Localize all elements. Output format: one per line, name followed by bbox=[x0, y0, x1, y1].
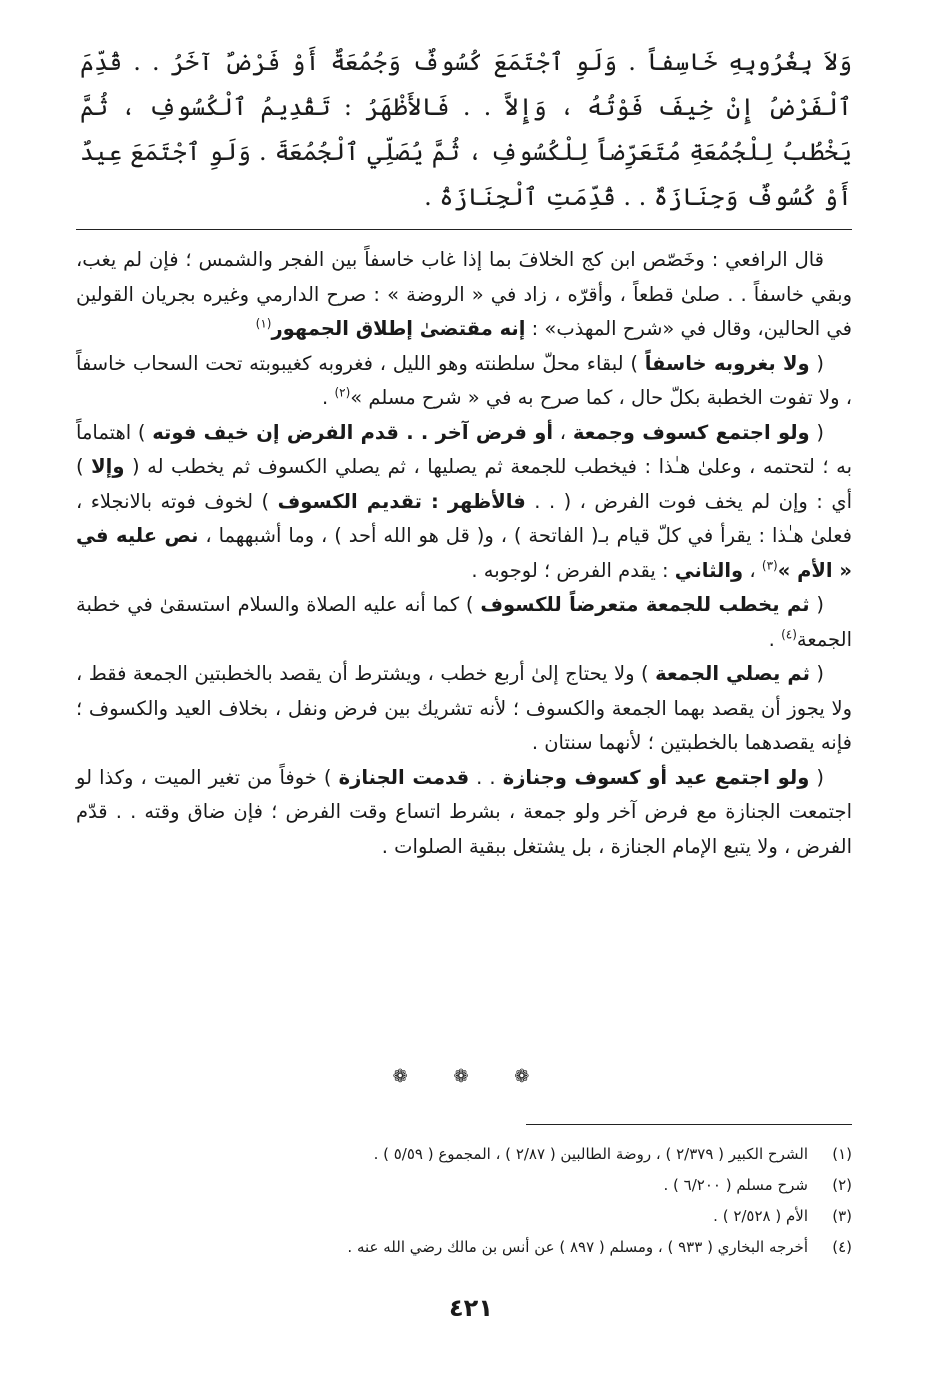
footnote-ref-1: (١) bbox=[255, 316, 272, 331]
footnote-number: (١) bbox=[832, 1145, 852, 1163]
page-number: ٤٢١ bbox=[449, 1294, 493, 1322]
bold-phrase: وإلا bbox=[91, 455, 125, 478]
bold-phrase: والثاني bbox=[674, 558, 744, 582]
bold-phrase: قدمت الجنازة bbox=[338, 765, 470, 789]
footnote-text: الأم ( ٢/٥٢٨ ) . bbox=[713, 1207, 808, 1225]
footnote-2 bbox=[180, 1170, 852, 1201]
commentary-paragraph-1: قال الرافعي : وخَصّص ابن كج الخلافَ بما إذا غاب خاسفاً بين الفجر والشمس ؛ فإن لم يغب، وبقي خاسفاً . . صلىٰ قطعاً ، وأقرّه ، زاد في « الروضة » : صرح الدارمي وغيره بجريان القولين في الحالين، وقال في «شرح المهذب» : إنه مقتضىٰ إطلاق الجمهور$^{(١)}$ bbox=[76, 248, 852, 340]
bold-phrase: ثم يخطب للجمعة متعرضاً للكسوف bbox=[480, 593, 810, 616]
footnote-number: (٤) bbox=[832, 1238, 852, 1256]
footnote-ref-4: (٤) bbox=[781, 627, 797, 641]
footnote-text: الشرح الكبير ( ٢/٣٧٩ ) ، روضة الطالبين ( ٢/٨٧ ) ، المجموع ( ٥/٥٩ ) . bbox=[373, 1145, 808, 1163]
commentary-paragraph-4: ( ثم يخطب للجمعة متعرضاً للكسوف ) كما أنه عليه الصلاة والسلام استسقىٰ في خطبة الجمعة$^{(٤)}$ . bbox=[76, 593, 852, 651]
section-separator-stars: ❁ ❁ ❁ bbox=[392, 1066, 550, 1087]
commentary-paragraph-6: ( ولو اجتمع عيد أو كسوف وجنازة . . قدمت الجنازة ) خوفاً من تغير الميت ، وكذا لو اجتمعت الجنازة مع فرض آخر ولو جمعة ، بشرط اتساع وقت الفرض ؛ فإن ضاق وقته . . قدّم الفرض ، ولا يتبع الإمام الجنازة ، بل يشتغل ببقية الصلوات . bbox=[76, 765, 852, 858]
footnote-4 bbox=[180, 1232, 852, 1263]
footnote-number: (٢) bbox=[832, 1176, 852, 1194]
footnote-number: (٣) bbox=[832, 1207, 852, 1225]
footnote-text: شرح مسلم ( ٦/٢٠٠ ) . bbox=[663, 1176, 808, 1194]
bold-phrase: ثم يصلي الجمعة bbox=[655, 662, 810, 685]
main-text: وَلاَ بِغُرُوبِهِ خَاسِفاً . وَلَوِ ٱجْتَمَعَ كُسُوفٌ وَجُمُعَةٌ أَوْ فَرْضٌ آخَرُ . . قُدِّمَ ٱلْفَرْضُ إِنْ خِيفَ فَوْتُهُ ، وَإِلاَّ . . فَالأَظْهَرُ : تَقْدِيمُ ٱلْكُسُوفِ ، ثُمَّ يَخْطُبُ لِلْجُمُعَةِ مُتَعَرِّضاً لِلْكُسُوفِ ، ثُمَّ يُصَلِّي ٱلْجُمُعَةَ . وَلَوِ ٱجْتَمَعَ عِيدٌ أَوْ كُسُوفٌ وَجِنَازَةٌ . . قُدِّمَتِ ٱلْجِنَازَةُ . bbox=[80, 48, 852, 211]
footnotes-divider bbox=[526, 1124, 852, 1125]
commentary bbox=[76, 243, 852, 864]
bold-phrase: فالأظهر : تقديم الكسوف bbox=[277, 489, 526, 513]
footnotes bbox=[180, 1139, 852, 1263]
bold-phrase: أو فرض آخر . . قدم الفرض إن خيف فوته bbox=[152, 420, 554, 444]
commentary-paragraph-2: ( ولا بغروبه خاسفاً ) لبقاء محلّ سلطنته وهو الليل ، فغروبه كغيبوبته تحت السحاب خاسفاً ، ولا تفوت الخطبة بكلّ حال ، كما صرح به في « شرح مسلم »$^{(٢)}$ . bbox=[76, 351, 852, 409]
bold-phrase: نص عليه في « الأم » bbox=[76, 524, 852, 582]
main-text-divider bbox=[76, 229, 852, 230]
footnote-3 bbox=[180, 1201, 852, 1232]
footnote-1 bbox=[180, 1139, 852, 1170]
bold-phrase: إنه مقتضىٰ إطلاق الجمهور bbox=[271, 317, 526, 340]
footnote-ref-2: (٢) bbox=[334, 385, 351, 400]
bold-phrase: ولا بغروبه خاسفاً bbox=[644, 351, 810, 375]
bold-phrase: ولو اجتمع عيد أو كسوف وجنازة bbox=[502, 765, 810, 789]
commentary-paragraph-3: ( ولو اجتمع كسوف وجمعة ، أو فرض آخر . . قدم الفرض إن خيف فوته ) اهتماماً به ؛ لتحتمه ، وعلىٰ هـٰذا : فيخطب للجمعة ثم يصليها ، ثم يصلي الكسوف ثم يخطب له ( وإلا ) أي : وإن لم يخف فوت الفرض ، ( . . فالأظهر : تقديم الكسوف ) لخوف فوته بالانجلاء ، فعلىٰ هـٰذا : يقرأ في كلّ قيام بـ( الفاتحة ) ، و( قل هو الله أحد ) ، وما أشبههما ، نص عليه في « الأم »$^{(٣)}$ ، والثاني : يقدم الفرض ؛ لوجوبه . bbox=[76, 420, 853, 582]
bold-phrase: ولو اجتمع كسوف وجمعة bbox=[572, 420, 810, 444]
footnote-text: أخرجه البخاري ( ٩٣٣ ) ، ومسلم ( ٨٩٧ ) عن أنس بن مالك رضي الله عنه . bbox=[347, 1238, 808, 1256]
footnote-ref-3: (٣) bbox=[761, 558, 778, 572]
commentary-paragraph-5: ( ثم يصلي الجمعة ) ولا يحتاج إلىٰ أربع خطب ، ويشترط أن يقصد بالخطبتين الجمعة فقط ، ولا يجوز أن يقصد بهما الجمعة والكسوف ؛ لأنه تشريك بين فرض ونفل ، بخلاف العيد والكسوف ؛ فإنه يقصدهما بالخطبتين ؛ لأنهما سنتان . bbox=[76, 662, 852, 754]
